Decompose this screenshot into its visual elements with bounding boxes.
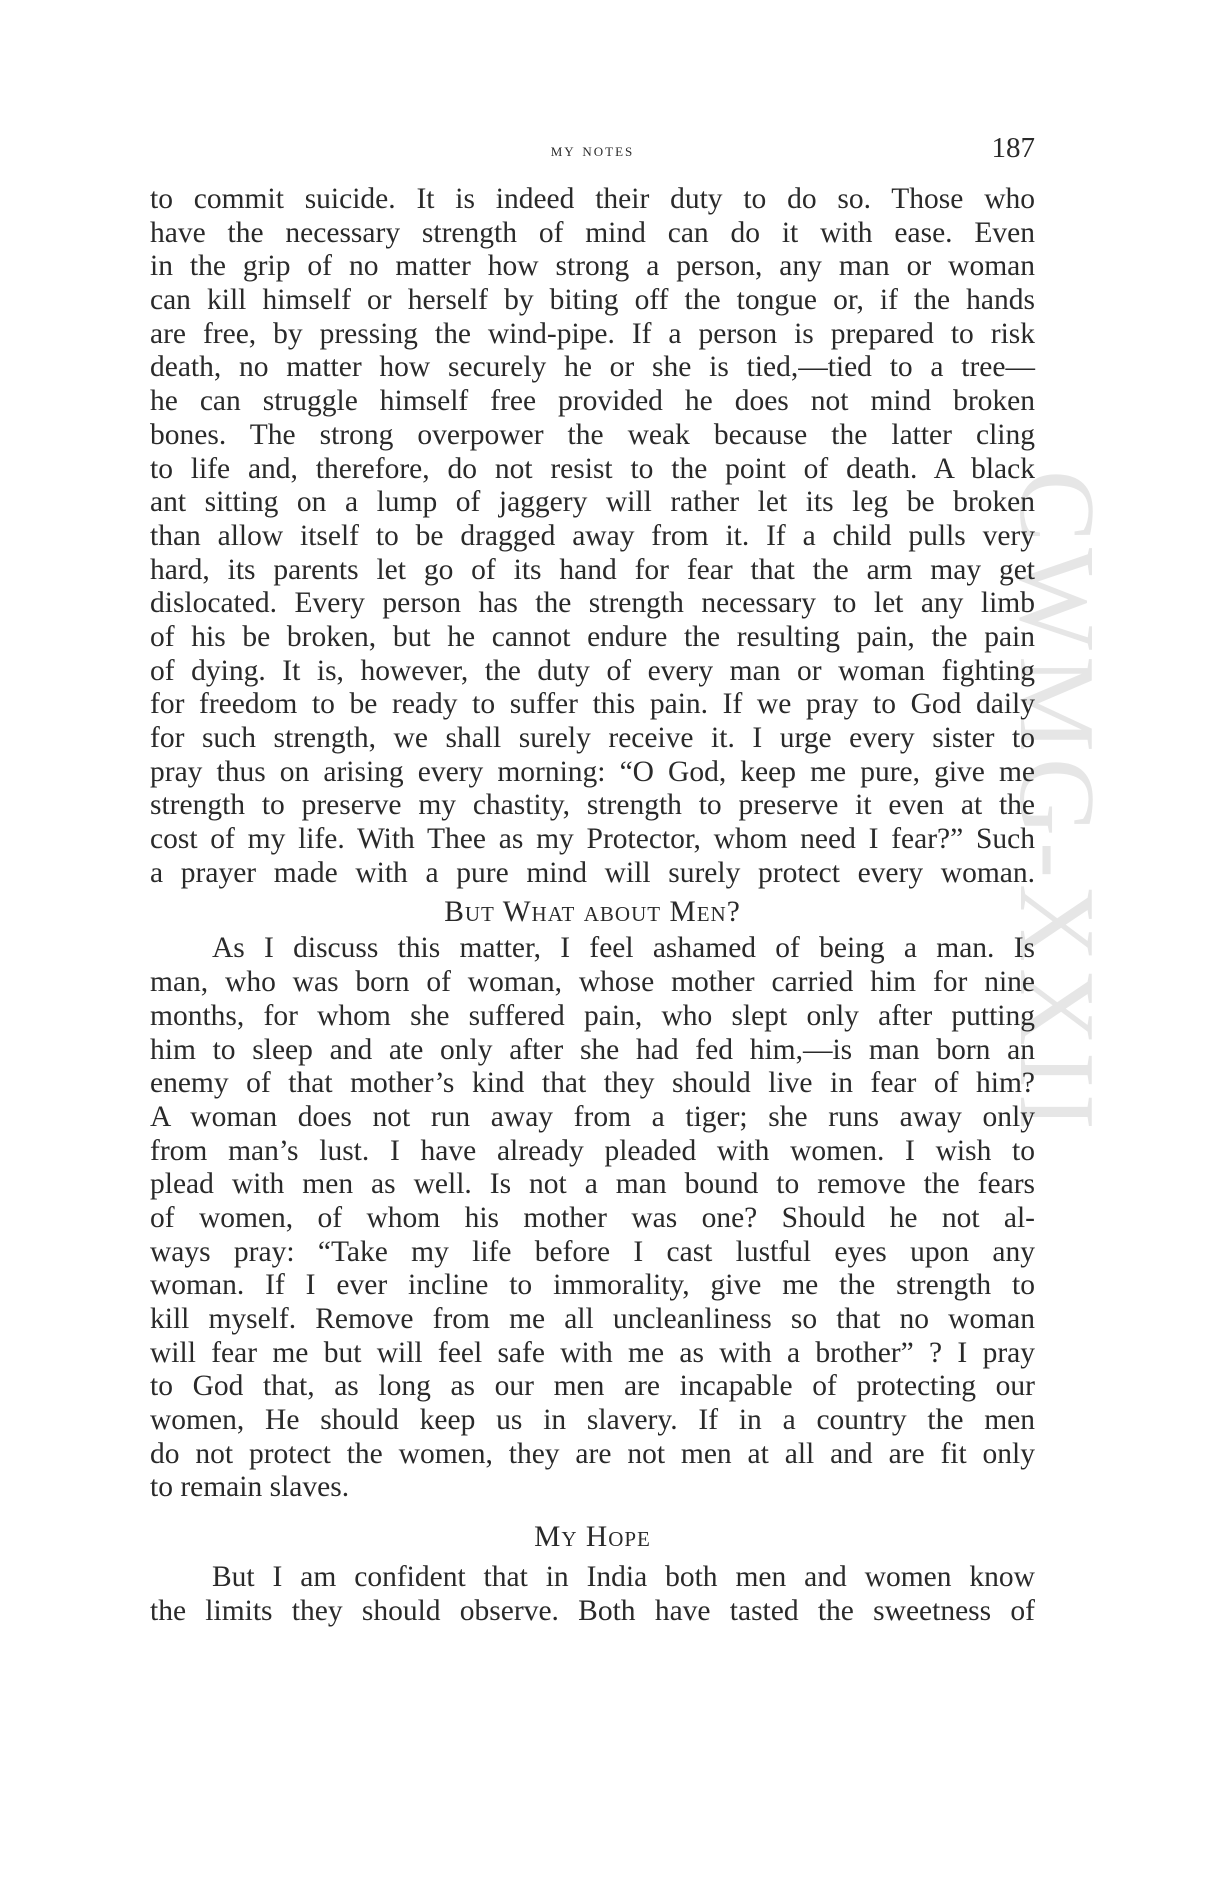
text-line: of women, of whom his mother was one? Should he not al- <box>150 1201 1035 1234</box>
text-line: have the necessary strength of mind can do it with ease. Even <box>150 216 1035 249</box>
text-line: plead with men as well. Is not a man bound to remove the fears <box>150 1168 1035 1201</box>
text-line: As I discuss this matter, I feel ashamed of being a man. Is <box>212 932 1035 965</box>
text-line: death, no matter how securely he or she is tied,—tied to a tree— <box>150 351 1035 384</box>
text-line: of dying. It is, however, the duty of every man or woman fighting <box>150 654 1035 687</box>
body-text <box>150 183 1035 1629</box>
running-head <box>150 132 1035 166</box>
text-line: a prayer made with a pure mind will surely protect every woman. <box>150 856 1035 889</box>
running-title: my notes <box>550 140 635 161</box>
text-line: But I am confident that in India both men and women know <box>212 1561 1035 1594</box>
text-line: woman. If I ever incline to immorality, give me the strength to <box>150 1269 1035 1302</box>
text-line: from man’s lust. I have already pleaded with women. I wish to <box>150 1134 1035 1167</box>
text-line: A woman does not run away from a tiger; she runs away only <box>150 1100 1035 1133</box>
text-line: than allow itself to be dragged away from it. If a child pulls very <box>150 519 1035 552</box>
paragraph-continuation <box>150 183 1035 890</box>
page-number: 187 <box>991 132 1035 164</box>
text-line: in the grip of no matter how strong a person, any man or woman <box>150 250 1035 283</box>
section-heading-hope: My Hope <box>534 1521 651 1554</box>
text-line: ant sitting on a lump of jaggery will rather let its leg be broken <box>150 486 1035 519</box>
text-line: kill myself. Remove from me all uncleanliness so that no woman <box>150 1303 1035 1335</box>
text-line: he can struggle himself free provided he does not mind broken <box>150 385 1035 418</box>
text-line: bones. The strong overpower the weak because the latter cling <box>150 418 1035 451</box>
text-line: for freedom to be ready to suffer this pain. If we pray to God daily <box>150 688 1035 721</box>
section-heading-men: But What about Men? <box>444 896 741 929</box>
text-line: pray thus on arising every morning: “O God, keep me pure, give me <box>150 755 1035 788</box>
text-line: dislocated. Every person has the strength necessary to let any limb <box>150 587 1035 620</box>
text-line: for such strength, we shall surely receive it. I urge every sister to <box>150 722 1035 754</box>
watermark: CWMG-XXII <box>997 470 1116 1136</box>
text-line: to remain slaves. <box>150 1471 350 1504</box>
text-line: to God that, as long as our men are incapable of protecting our <box>150 1370 1035 1403</box>
text-line: can kill himself or herself by biting off the tongue or, if the hands <box>150 284 1035 317</box>
text-line: hard, its parents let go of its hand for fear that the arm may get <box>150 553 1035 586</box>
text-line: to commit suicide. It is indeed their duty to do so. Those who <box>150 183 1035 215</box>
text-line: him to sleep and ate only after she had fed him,—is man born an <box>150 1033 1035 1066</box>
text-line: to life and, therefore, do not resist to the point of death. A black <box>150 452 1035 485</box>
text-line: do not protect the women, they are not men at all and are fit only <box>150 1437 1035 1470</box>
text-line: will fear me but will feel safe with me as with a brother” ? I pray <box>150 1336 1035 1369</box>
text-line: cost of my life. With Thee as my Protector, whom need I fear?” Such <box>150 823 1035 856</box>
paragraph-men <box>150 932 1035 1505</box>
text-line: strength to preserve my chastity, strength to preserve it even at the <box>150 789 1035 822</box>
paragraph-hope <box>150 1561 1035 1628</box>
text-line: months, for whom she suffered pain, who slept only after putting <box>150 999 1035 1032</box>
text-line: women, He should keep us in slavery. If in a country the men <box>150 1404 1035 1437</box>
text-line: the limits they should observe. Both have tasted the sweetness of <box>150 1594 1035 1627</box>
text-line: enemy of that mother’s kind that they should live in fear of him? <box>150 1067 1035 1100</box>
text-line: of his be broken, but he cannot endure the resulting pain, the pain <box>150 620 1035 653</box>
text-line: ways pray: “Take my life before I cast lustful eyes upon any <box>150 1235 1035 1268</box>
text-line: are free, by pressing the wind-pipe. If a person is prepared to risk <box>150 317 1035 350</box>
text-line: man, who was born of woman, whose mother carried him for nine <box>150 966 1035 999</box>
